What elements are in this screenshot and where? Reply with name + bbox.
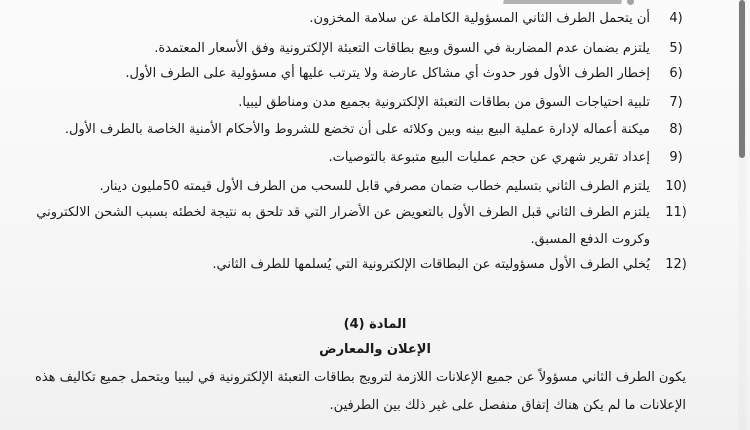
clause-text: تلبية احتياجات السوق من بطاقات التعبئة الإلكترونية بجميع مدن ومناطق ليبيا. (238, 95, 650, 110)
clause-5 (0, 37, 750, 61)
clause-8 (0, 118, 750, 142)
clause-number: 6) (669, 66, 683, 81)
clause-text: إعداد تقرير شهري عن حجم عمليات البيع متبوعة بالتوصيات. (328, 150, 650, 165)
paragraph-text: الإعلانات ما لم يكن هناك إتفاق منفصل على غير ذلك بين الطرفين. (329, 398, 686, 413)
clause-number: 11) (665, 205, 687, 220)
clause-number: 10) (665, 179, 687, 194)
scrollbar-thumb[interactable] (739, 0, 745, 158)
clause-text: يُخلي الطرف الأول مسؤوليته عن البطاقات الإلكترونية التي يُسلمها للطرف الثاني. (212, 257, 650, 272)
clause-text: إخطار الطرف الأول فور حدوث أي مشاكل عارضة ولا يترتب عليها أي مسؤولية على الطرف الأول. (125, 66, 650, 81)
clause-10 (0, 175, 750, 199)
cropped-top-text-fragment (503, 0, 623, 4)
clause-number: 7) (669, 95, 683, 110)
clause-4 (0, 7, 750, 31)
paragraph-text: يكون الطرف الثاني مسؤولاً عن جميع الإعلانات اللازمة لترويج بطاقات التعبئة الإلكترونية في ليبيا ويتحمل جميع تكاليف هذه (35, 370, 686, 385)
clause-text: أن يتحمل الطرف الثاني المسؤولية الكاملة عن سلامة المخزون. (309, 11, 650, 26)
clause-text: ميكنة أعماله لإدارة عملية البيع بينه وبين وكلائه على أن تخضع للشروط والأحكام الأمنية الخاصة بالطرف الأول. (64, 122, 650, 137)
article-label: المادة (4) (343, 317, 407, 332)
article-title: الإعلان والمعارض (319, 342, 431, 357)
clause-11-continuation (0, 228, 750, 252)
clause-11 (0, 201, 750, 225)
clause-text: يلتزم الطرف الثاني بتسليم خطاب ضمان مصرفي قابل للسحب من الطرف الأول قيمته 50مليون دينار. (99, 179, 650, 194)
clause-9 (0, 146, 750, 170)
clause-number: 9) (669, 150, 683, 165)
clause-number: 8) (669, 122, 683, 137)
clause-number: 12) (665, 257, 687, 272)
clause-number: 5) (669, 41, 683, 56)
clause-12 (0, 253, 750, 277)
clause-7 (0, 91, 750, 115)
clause-6 (0, 62, 750, 86)
clause-text: يلتزم بضمان عدم المضاربة في السوق وبيع بطاقات التعبئة الإلكترونية وفق الأسعار المعتمدة. (154, 41, 650, 56)
clause-text: يلتزم الطرف الثاني قبل الطرف الأول بالتعويض عن الأضرار التي قد تلحق به نتيجة لخطئه بسبب الشحن الالكتروني (36, 205, 650, 220)
clause-text: وكروت الدفع المسبق. (530, 232, 650, 247)
clause-number: 4) (669, 11, 683, 26)
cropped-top-dot (627, 0, 634, 5)
